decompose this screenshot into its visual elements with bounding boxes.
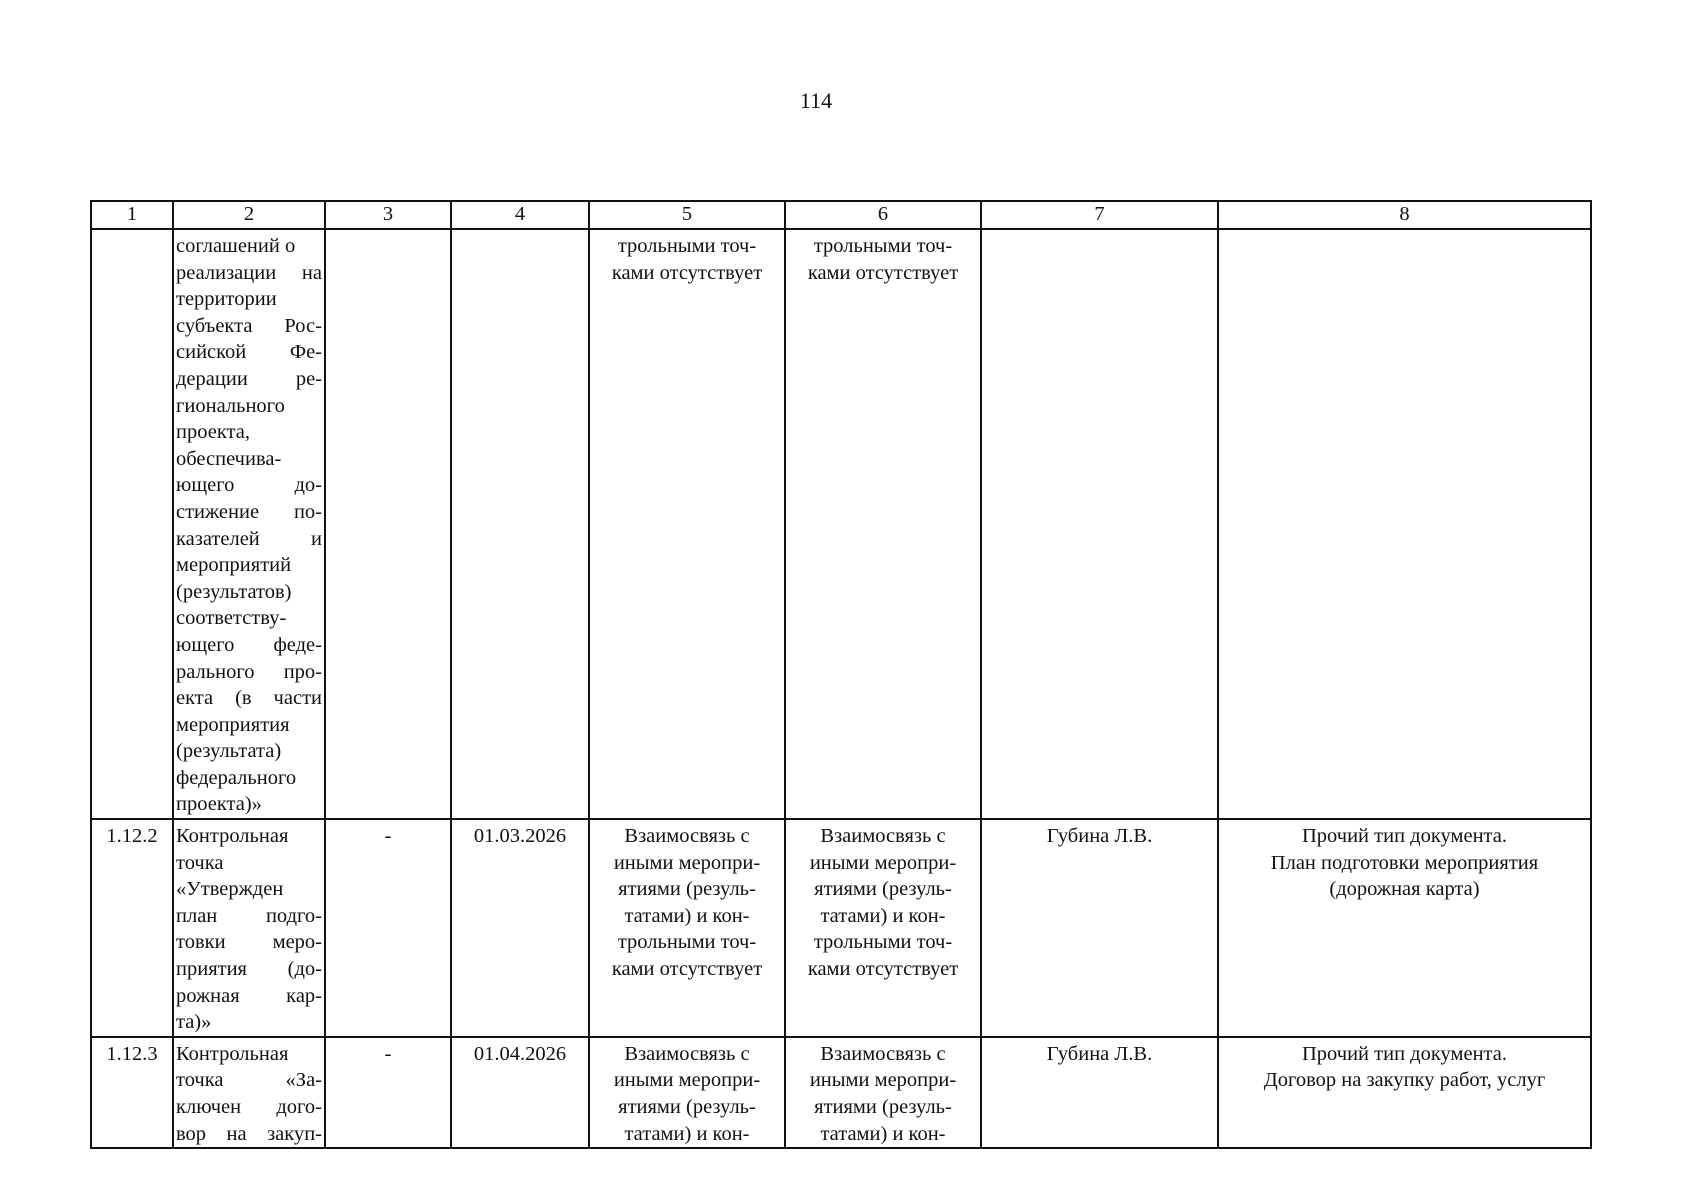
name-line: екта (в части	[176, 687, 322, 710]
name-line: гионального	[176, 394, 285, 417]
name-line: реализации на	[176, 261, 322, 284]
doc-line: (дорожная карта)	[1329, 878, 1480, 901]
cell-responsible: Губина Л.В.	[981, 819, 1218, 1037]
col5-line: иными меропри-	[613, 1069, 761, 1092]
doc-line: Прочий тип документа.	[1302, 1042, 1507, 1065]
col6-line: Взаимосвязь с	[820, 1042, 946, 1065]
name-line: (результата)	[176, 740, 282, 763]
col6-line: иными меропри-	[809, 851, 957, 874]
header-col-4: 4	[451, 201, 589, 229]
col6-line: татами) и кон-	[820, 904, 946, 927]
col5-line: татами) и кон-	[624, 904, 750, 927]
col5-line: трольными точ-	[617, 235, 757, 257]
name-line: казателей и	[176, 527, 322, 550]
name-line: проекта)»	[176, 793, 262, 816]
cell-num: 1.12.3	[91, 1037, 173, 1148]
name-line: субъекта Рос-	[176, 314, 322, 337]
cell-name	[173, 819, 325, 1037]
header-row	[91, 201, 1591, 229]
name-line: сийской Фе-	[176, 341, 322, 364]
cell-col5	[589, 1037, 785, 1148]
cell-col3	[325, 229, 451, 819]
doc-line: Прочий тип документа.	[1302, 825, 1507, 848]
name-line: точка	[176, 851, 224, 874]
name-line: (результатов)	[176, 580, 292, 603]
col6-line: иными меропри-	[809, 1069, 957, 1092]
name-line: дерации ре-	[176, 367, 322, 390]
name-line: стижение по-	[176, 500, 322, 523]
name-line: вор на закуп-	[176, 1122, 322, 1145]
cell-num: 1.12.2	[91, 819, 173, 1037]
cell-col5	[589, 229, 785, 819]
doc-line: Договор на закупку работ, услуг	[1263, 1069, 1546, 1092]
header-col-2: 2	[173, 201, 325, 229]
name-line: Контрольная	[176, 825, 289, 848]
col5-line: Взаимосвязь с	[624, 1042, 750, 1065]
plan-table	[90, 200, 1592, 1149]
cell-col3: -	[325, 1037, 451, 1148]
name-line: проекта,	[176, 421, 250, 444]
name-line: рожная кар-	[176, 984, 322, 1007]
col5-line: ками отсутствует	[611, 958, 763, 981]
name-line: приятия (до-	[176, 958, 322, 981]
cell-name	[173, 1037, 325, 1148]
doc-line: План подготовки мероприятия	[1270, 851, 1539, 874]
col6-line: Взаимосвязь с	[820, 825, 946, 848]
col6-line: татами) и кон-	[820, 1122, 946, 1145]
cell-num	[91, 229, 173, 819]
col5-line: Взаимосвязь с	[624, 825, 750, 848]
col6-line: трольными точ-	[813, 931, 953, 954]
name-line: та)»	[176, 1011, 212, 1034]
col5-line: иными меропри-	[613, 851, 761, 874]
name-line: ющего до-	[176, 474, 322, 497]
col6-line: ятиями (резуль-	[814, 878, 952, 901]
cell-document	[1218, 1037, 1591, 1148]
cell-responsible: Губина Л.В.	[981, 1037, 1218, 1148]
name-line: Контрольная	[176, 1042, 289, 1065]
header-col-6: 6	[785, 201, 981, 229]
name-line: территории	[176, 288, 277, 311]
name-line: соглашений о	[176, 235, 296, 257]
name-line: точка «За-	[176, 1069, 322, 1092]
col5-line: трольными точ-	[617, 931, 757, 954]
cell-document	[1218, 819, 1591, 1037]
col5-line: ками отсутствует	[611, 261, 763, 284]
header-col-3: 3	[325, 201, 451, 229]
cell-responsible	[981, 229, 1218, 819]
cell-col3: -	[325, 819, 451, 1037]
cell-col5	[589, 819, 785, 1037]
col5-line: ятиями (резуль-	[618, 878, 756, 901]
name-line: рального про-	[176, 660, 322, 683]
table-row-continued	[91, 229, 1591, 819]
name-line: обеспечива-	[176, 447, 282, 470]
table-row	[91, 819, 1591, 1037]
name-line: ключен дого-	[176, 1096, 322, 1118]
table-row	[91, 1037, 1591, 1148]
cell-date	[451, 229, 589, 819]
name-line: соответству-	[176, 607, 287, 630]
cell-col6	[785, 819, 981, 1037]
cell-name	[173, 229, 325, 819]
name-line: товки меро-	[176, 931, 322, 954]
header-col-8: 8	[1218, 201, 1591, 229]
col6-line: ятиями (резуль-	[814, 1096, 952, 1118]
col6-line: ками отсутствует	[807, 958, 959, 981]
header-col-7: 7	[981, 201, 1218, 229]
name-line: «Утвержден	[176, 878, 284, 901]
name-line: ющего феде-	[176, 633, 322, 656]
name-line: мероприятий	[176, 554, 292, 577]
cell-col6	[785, 229, 981, 819]
name-line: федерального	[176, 766, 297, 789]
name-line: план подго-	[176, 904, 322, 927]
cell-col6	[785, 1037, 981, 1148]
header-col-5: 5	[589, 201, 785, 229]
name-line: мероприятия	[176, 713, 290, 736]
cell-date: 01.04.2026	[451, 1037, 589, 1148]
col5-line: татами) и кон-	[624, 1122, 750, 1145]
col6-line: ками отсутствует	[807, 261, 959, 284]
col6-line: трольными точ-	[813, 235, 953, 257]
header-col-1: 1	[91, 201, 173, 229]
cell-date: 01.03.2026	[451, 819, 589, 1037]
col5-line: ятиями (резуль-	[618, 1096, 756, 1118]
page-number: 114	[799, 88, 833, 113]
cell-document	[1218, 229, 1591, 819]
